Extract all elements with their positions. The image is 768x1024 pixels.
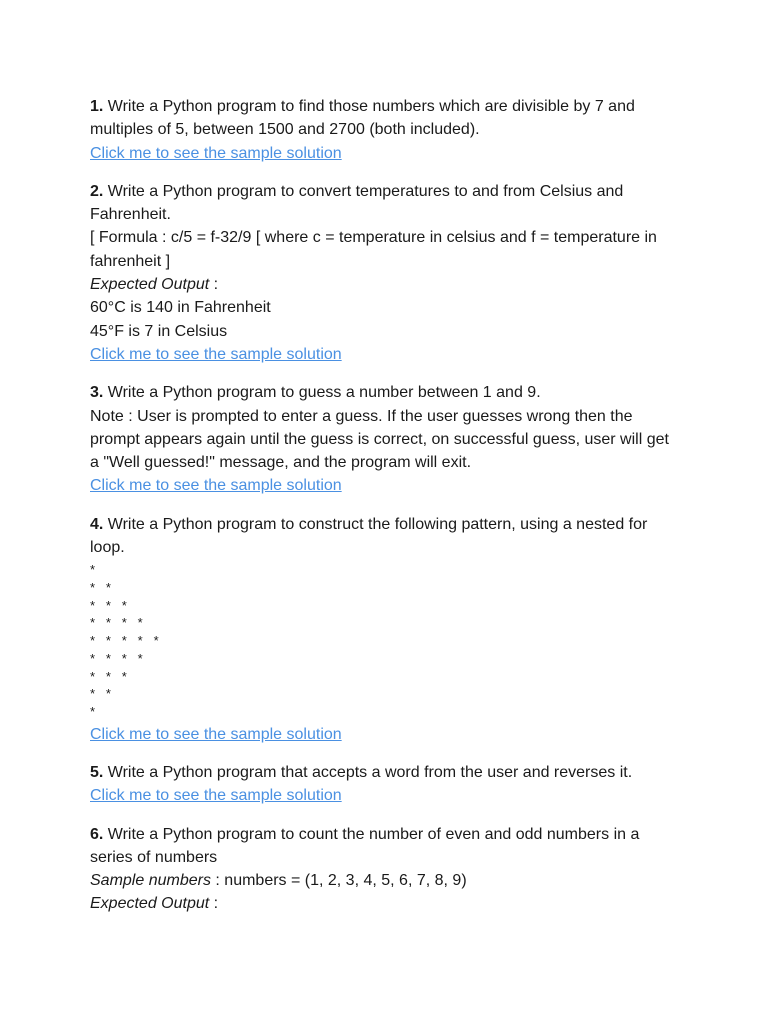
exercise-text: Write a Python program to count the number of even and odd numbers in a series of numbers [90, 825, 640, 866]
exercise-2-solution-link[interactable]: Click me to see the sample solution [90, 345, 342, 363]
output-line: 45°F is 7 in Celsius [90, 322, 228, 340]
pattern-row: * [90, 703, 96, 719]
exercise-2 [90, 180, 680, 366]
exercise-text: Write a Python program to construct the following pattern, using a nested for loop. [90, 515, 648, 557]
exercise-3-statement [90, 381, 680, 404]
document-page [90, 95, 680, 931]
pattern-row: * * * * [90, 615, 143, 631]
exercise-1 [90, 95, 680, 165]
exercise-6-statement [90, 823, 680, 870]
formula-text: [ Formula : c/5 = f-32/9 [ where c = temperature in celsius and f = temperature in fahrenheit ] [90, 229, 657, 270]
pattern-row: * * * * [90, 650, 143, 666]
exercise-text: Write a Python program that accepts a word from the user and reverses it. [103, 763, 633, 781]
exercise-text: Write a Python program to find those numbers which are divisible by 7 and multiples of 5, between 1500 and 2700 (both included). [90, 98, 635, 139]
exercise-number: 3. [90, 384, 104, 402]
exercise-3-solution-link[interactable]: Click me to see the sample solution [90, 477, 342, 495]
expected-output-suffix: : [209, 895, 219, 913]
pattern-row: * * * [90, 597, 127, 613]
note-text: Note : User is prompted to enter a guess. If the user guesses wrong then the prompt appears again until the guess is correct, on successful guess, user will get a "Well guessed!" message, and the program will exit. [90, 407, 669, 472]
exercise-number: 1. [90, 98, 104, 115]
expected-output-heading [90, 892, 680, 915]
exercise-number: 6. [90, 825, 104, 843]
pattern-row: * * * * * [90, 633, 159, 649]
sample-numbers-label: Sample numbers [90, 872, 211, 890]
exercise-2-statement [90, 180, 680, 227]
exercise-number: 2. [90, 182, 104, 200]
exercise-5-solution-link[interactable]: Click me to see the sample solution [90, 787, 342, 805]
exercise-3 [90, 381, 680, 497]
expected-output-label: Expected Output [90, 276, 210, 294]
exercise-number: 5. [90, 763, 104, 781]
star-pattern [90, 561, 680, 720]
exercise-5 [90, 761, 680, 808]
exercise-text: Write a Python program to guess a number between 1 and 9. [103, 384, 541, 402]
exercise-number: 4. [90, 515, 104, 533]
sample-numbers-value: : numbers = (1, 2, 3, 4, 5, 6, 7, 8, 9) [210, 872, 467, 890]
sample-numbers-line [90, 869, 680, 892]
pattern-row: * * * [90, 668, 127, 684]
exercise-1-solution-link[interactable]: Click me to see the sample solution [90, 144, 342, 162]
expected-output-label: Expected Output [90, 895, 210, 913]
pattern-row: * [90, 562, 96, 578]
exercise-4 [90, 513, 680, 746]
expected-output-suffix: : [209, 276, 219, 294]
output-line: 60°C is 140 in Fahrenheit [90, 299, 271, 317]
exercise-6 [90, 823, 680, 916]
expected-output-heading [90, 273, 680, 296]
exercise-text: Write a Python program to convert temperatures to and from Celsius and Fahrenheit. [90, 182, 624, 224]
exercise-4-statement [90, 513, 680, 560]
pattern-row: * * [90, 580, 111, 596]
exercise-1-statement [90, 95, 680, 142]
exercise-4-solution-link[interactable]: Click me to see the sample solution [90, 725, 342, 743]
exercise-5-statement [90, 761, 680, 784]
pattern-row: * * [90, 686, 111, 702]
